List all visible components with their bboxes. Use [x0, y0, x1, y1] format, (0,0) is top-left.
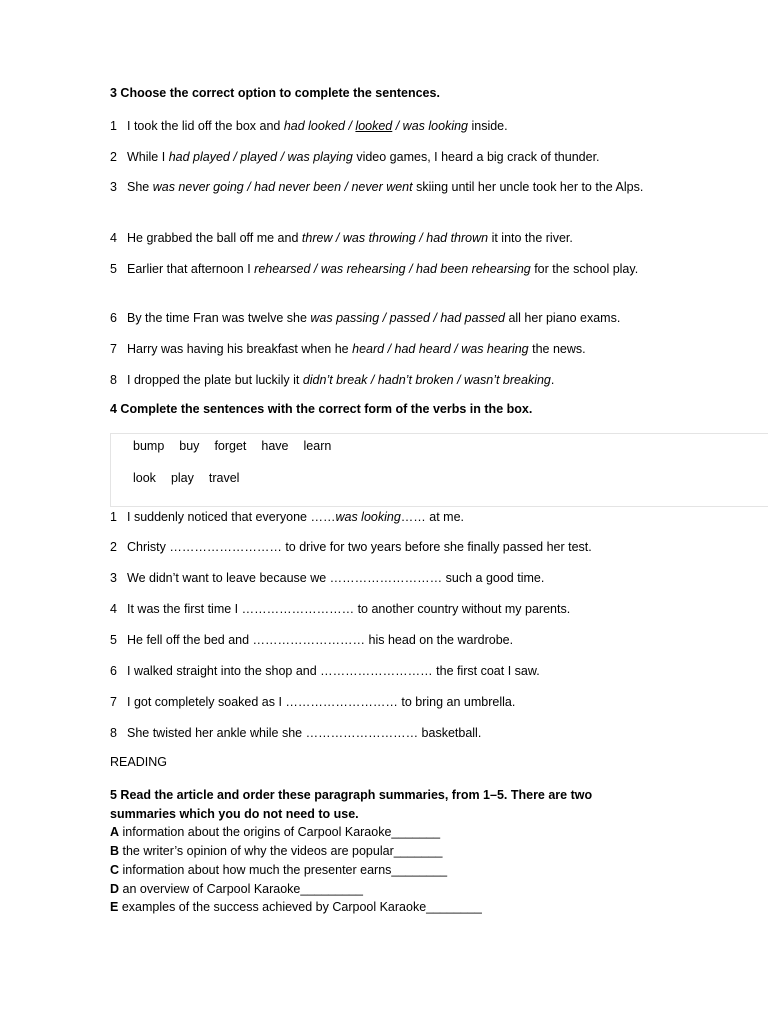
sentence-text: She twisted her ankle while she ……………………… basketball.: [127, 726, 482, 740]
answer-options: rehearsed / was rehearsing / had been rehearsing: [254, 262, 531, 276]
verb-word: travel: [208, 471, 240, 485]
sentence-item: [110, 117, 508, 136]
sentence-text: all her piano exams.: [504, 311, 621, 325]
summary-letter: E: [110, 900, 119, 915]
sentence-text: I got completely soaked as I ……………………… to bring an umbrella.: [127, 695, 516, 709]
item-number: 1: [110, 510, 117, 524]
sentence-item: [110, 229, 573, 248]
verb-box: [110, 433, 768, 507]
sentence-text: skiing until her uncle took her to the Alps.: [412, 180, 644, 194]
sentence-text: We didn’t want to leave because we ……………………… such a good time.: [127, 571, 545, 585]
item-number: 5: [110, 262, 117, 276]
item-number: 5: [110, 633, 117, 647]
sentence-text: It was the first time I ……………………… to another country without my parents.: [127, 602, 571, 616]
answer-options: had looked /: [283, 119, 356, 133]
summary-item: [110, 842, 650, 861]
sentence-text: Harry was having his breakfast when he: [127, 342, 353, 356]
verb-word: have: [261, 439, 289, 453]
summaries-section: [110, 786, 650, 917]
sentence-item: [110, 569, 544, 588]
verb-box-row: [133, 471, 254, 485]
sentence-text: He grabbed the ball off me and: [127, 231, 302, 245]
sentence-text: the news.: [528, 342, 586, 356]
summary-item: [110, 823, 650, 842]
sentence-text: video games, I heard a big crack of thunder.: [352, 150, 600, 164]
sentence-text: He fell off the bed and ……………………… his head on the wardrobe.: [127, 633, 514, 647]
sentence-text: inside.: [468, 119, 508, 133]
sentence-text: for the school play.: [530, 262, 639, 276]
sentence-text: I took the lid off the box and: [127, 119, 284, 133]
verb-word: buy: [179, 439, 200, 453]
item-number: 8: [110, 373, 117, 387]
reading-label: READING: [110, 755, 167, 769]
item-number: 2: [110, 150, 117, 164]
answer-underlined: looked: [355, 119, 393, 133]
summary-letter: C: [110, 862, 120, 877]
sentence-item: [110, 309, 620, 328]
verb-word: look: [133, 471, 156, 485]
sentence-text: I walked straight into the shop and ……………………… the first coat I saw.: [127, 664, 540, 678]
sentence-text: …… at me.: [400, 510, 465, 524]
item-number: 7: [110, 695, 117, 709]
answer-options: / was looking: [392, 119, 468, 133]
sentence-item: [110, 693, 515, 712]
sentence-item: [110, 178, 650, 197]
sentence-item: [110, 724, 481, 743]
summary-text: information about how much the presenter earns________: [119, 862, 448, 877]
verb-box-row: [133, 439, 346, 453]
summary-item: [110, 861, 650, 880]
answer-options: heard / had heard / was hearing: [352, 342, 529, 356]
sentence-text: it into the river.: [488, 231, 573, 245]
sentence-text: Christy ……………………… to drive for two years before she finally passed her test.: [127, 540, 592, 554]
item-number: 4: [110, 602, 117, 616]
sentence-text: .: [550, 373, 555, 387]
summary-text: examples of the success achieved by Carpool Karaoke________: [118, 900, 482, 915]
item-number: 8: [110, 726, 117, 740]
sentence-text: She: [127, 180, 153, 194]
answer-options: didn’t break / hadn’t broken / wasn’t breaking: [302, 373, 551, 387]
sentence-item: [110, 600, 570, 619]
summary-letter: D: [110, 881, 120, 896]
summary-list: [110, 823, 650, 917]
summary-text: the writer’s opinion of why the videos are popular_______: [119, 844, 443, 859]
item-number: 7: [110, 342, 117, 356]
sentence-item: [110, 508, 464, 527]
summary-text: information about the origins of Carpool Karaoke_______: [119, 825, 441, 840]
item-number: 1: [110, 119, 117, 133]
exercise-4-heading: 4 Complete the sentences with the correct form of the verbs in the box.: [110, 402, 533, 416]
exercise-5-heading: 5 Read the article and order these paragraph summaries, from 1–5. There are two summaries which you do not need to use.: [110, 788, 593, 821]
summary-item: [110, 880, 650, 899]
exercise-3-heading: 3 Choose the correct option to complete the sentences.: [110, 86, 440, 100]
summary-letter: A: [110, 825, 120, 840]
sentence-item: [110, 538, 592, 557]
item-number: 6: [110, 664, 117, 678]
item-number: 2: [110, 540, 117, 554]
sentence-item: [110, 340, 586, 359]
item-number: 4: [110, 231, 117, 245]
sentence-text: Earlier that afternoon I: [127, 262, 255, 276]
answer-options: was passing / passed / had passed: [310, 311, 505, 325]
verb-word: learn: [303, 439, 332, 453]
answer-options: threw / was throwing / had thrown: [301, 231, 489, 245]
sentence-text: I dropped the plate but luckily it: [127, 373, 303, 387]
verb-word: forget: [214, 439, 247, 453]
item-number: 3: [110, 571, 117, 585]
sentence-item: [110, 148, 600, 167]
item-number: 6: [110, 311, 117, 325]
summary-text: an overview of Carpool Karaoke_________: [119, 881, 363, 896]
sentence-text: I suddenly noticed that everyone ……: [127, 510, 336, 524]
item-number: 3: [110, 180, 117, 194]
summary-item: [110, 898, 650, 917]
sentence-item: [110, 260, 650, 279]
summary-letter: B: [110, 844, 120, 859]
sentence-text: By the time Fran was twelve she: [127, 311, 311, 325]
sentence-item: [110, 662, 540, 681]
verb-word: bump: [133, 439, 165, 453]
verb-word: play: [170, 471, 194, 485]
sentence-text: While I: [127, 150, 169, 164]
sentence-item: [110, 371, 554, 390]
sentence-item: [110, 631, 513, 650]
answer-options: was looking: [335, 510, 401, 524]
answer-options: was never going / had never been / never went: [152, 180, 413, 194]
answer-options: had played / played / was playing: [168, 150, 353, 164]
